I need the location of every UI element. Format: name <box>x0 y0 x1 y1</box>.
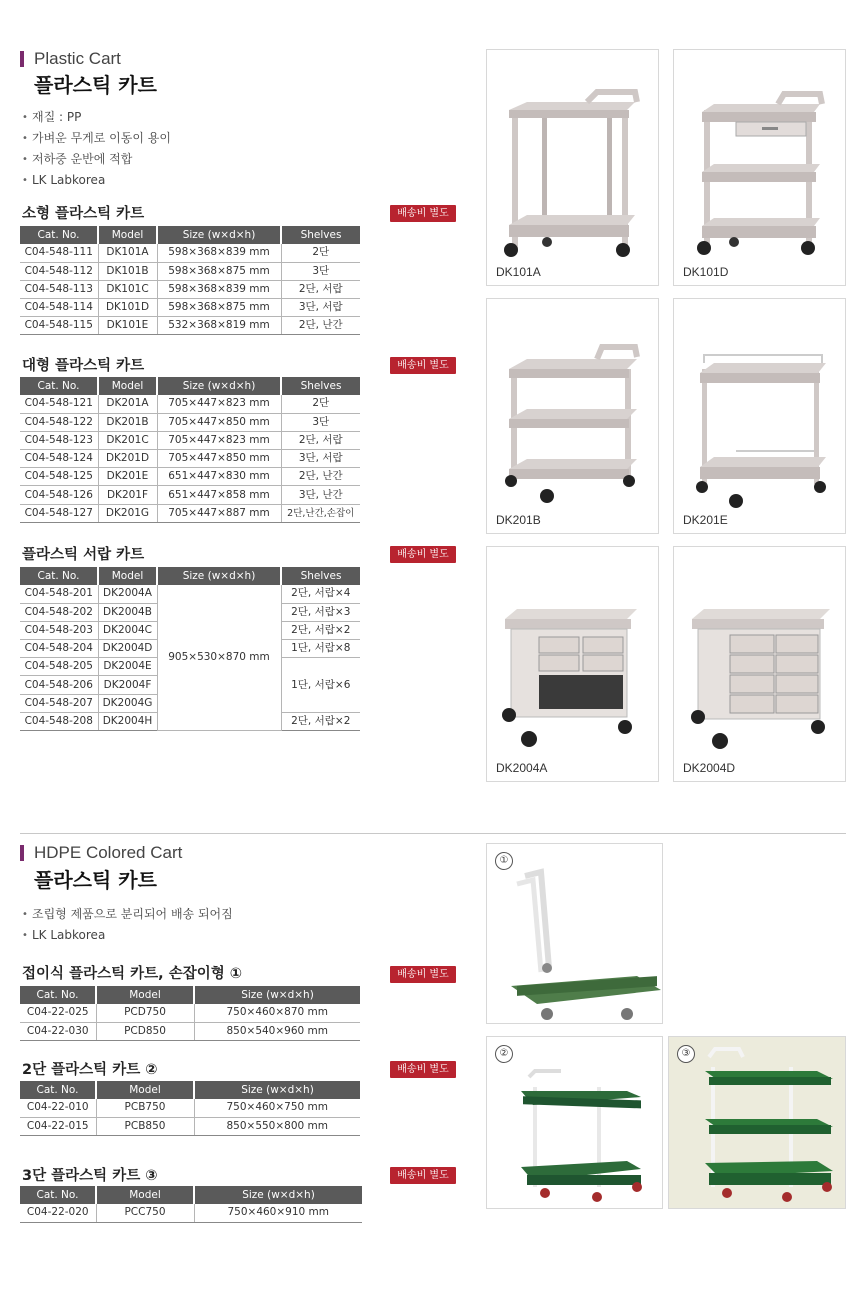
cell-size: 850×540×960 mm <box>194 1022 360 1040</box>
drawer-cart-title: 플라스틱 서랍 카트 <box>22 547 145 563</box>
product-photo-dk101d <box>673 49 846 286</box>
cell-model: DK2004F <box>98 676 157 694</box>
cell-cat: C04-548-127 <box>20 504 98 522</box>
cell-model: DK101A <box>98 244 157 262</box>
drawer-cart-icon <box>487 547 659 782</box>
photo-caption: DK201E <box>683 513 728 527</box>
bullet-item: • 가벼운 무게로 이동이 용이 <box>22 128 171 149</box>
cell-model: PCB850 <box>96 1117 194 1135</box>
cell-model: DK201A <box>98 395 157 413</box>
table-row <box>20 395 360 413</box>
cell-cat: C04-22-025 <box>20 1004 96 1022</box>
cell-size: 651×447×858 mm <box>157 486 281 504</box>
cell-cat: C04-548-114 <box>20 299 98 317</box>
cart-3-shelf-icon <box>487 299 659 534</box>
header-shelves: Shelves <box>281 567 360 585</box>
product-photo-dk201b <box>486 298 659 534</box>
shipping-badge: 배송비 별도 <box>390 1061 456 1078</box>
cell-model: DK201C <box>98 431 157 449</box>
table-row <box>20 317 360 335</box>
cell-cat: C04-22-010 <box>20 1099 96 1117</box>
cell-shelves: 2단,난간,손잡이 <box>281 504 360 522</box>
table-row <box>20 486 360 504</box>
cell-model: PCB750 <box>96 1099 194 1117</box>
three-tier-cart-table <box>20 1186 362 1223</box>
header-size: Size (w×d×h) <box>157 377 281 395</box>
table-header-row <box>20 377 360 395</box>
header-shelves: Shelves <box>281 377 360 395</box>
cell-shelves: 2단, 난간 <box>281 468 360 486</box>
header-size: Size (w×d×h) <box>194 1081 360 1099</box>
cell-cat: C04-548-207 <box>20 694 98 712</box>
header-model: Model <box>98 226 157 244</box>
section1-title-ko: 플라스틱 카트 <box>34 73 157 97</box>
section1-title-en: Plastic Cart <box>20 49 121 69</box>
bullet-item: • LK Labkorea <box>22 170 171 191</box>
table-row <box>20 1117 360 1135</box>
cell-cat: C04-548-206 <box>20 676 98 694</box>
cell-cat: C04-22-020 <box>20 1204 96 1222</box>
header-model: Model <box>98 567 157 585</box>
cell-cat: C04-548-121 <box>20 395 98 413</box>
header-cat-no: Cat. No. <box>20 986 96 1004</box>
header-model: Model <box>96 986 194 1004</box>
cell-model: PCC750 <box>96 1204 194 1222</box>
cell-model: DK201E <box>98 468 157 486</box>
shipping-badge: 배송비 별도 <box>390 1167 456 1184</box>
photo-caption: DK101D <box>683 265 729 279</box>
header-model: Model <box>96 1081 194 1099</box>
header-model: Model <box>96 1186 194 1204</box>
two-tier-green-cart-icon <box>487 1037 663 1209</box>
header-size: Size (w×d×h) <box>194 986 360 1004</box>
cell-cat: C04-22-015 <box>20 1117 96 1135</box>
cell-size: 750×460×870 mm <box>194 1004 360 1022</box>
cell-size: 598×368×875 mm <box>157 299 281 317</box>
two-tier-cart-table <box>20 1081 360 1136</box>
header-size: Size (w×d×h) <box>157 226 281 244</box>
cell-model: DK101E <box>98 317 157 335</box>
shipping-badge: 배송비 별도 <box>390 546 456 563</box>
cell-size: 750×460×910 mm <box>194 1204 362 1222</box>
shipping-badge: 배송비 별도 <box>390 357 456 374</box>
cell-shelves: 3단, 난간 <box>281 486 360 504</box>
section-divider <box>20 833 846 834</box>
cell-shelves: 3단, 서랍 <box>281 450 360 468</box>
cell-model: DK201F <box>98 486 157 504</box>
cell-cat: C04-548-208 <box>20 712 98 730</box>
cell-cat: C04-548-204 <box>20 640 98 658</box>
photo-caption: DK201B <box>496 513 541 527</box>
drawer-cart-table <box>20 567 360 731</box>
cell-size: 705×447×887 mm <box>157 504 281 522</box>
cell-cat: C04-548-113 <box>20 280 98 298</box>
cell-cat: C04-548-205 <box>20 658 98 676</box>
cell-cat: C04-548-201 <box>20 585 98 603</box>
cell-cat: C04-548-124 <box>20 450 98 468</box>
cell-model: DK201B <box>98 413 157 431</box>
drawer-cart-icon <box>674 547 846 782</box>
cell-cat: C04-548-122 <box>20 413 98 431</box>
cell-cat: C04-22-030 <box>20 1022 96 1040</box>
header-size: Size (w×d×h) <box>194 1186 362 1204</box>
cell-model: DK201D <box>98 450 157 468</box>
table-row <box>20 585 360 603</box>
bullet-item: • 재질 : PP <box>22 107 171 128</box>
table-row <box>20 413 360 431</box>
cell-cat: C04-548-123 <box>20 431 98 449</box>
cart-3-shelf-drawer-icon <box>674 50 846 286</box>
cell-cat: C04-548-111 <box>20 244 98 262</box>
header-cat-no: Cat. No. <box>20 226 98 244</box>
table-header-row <box>20 1186 362 1204</box>
table-row <box>20 504 360 522</box>
cell-size: 598×368×875 mm <box>157 262 281 280</box>
cell-cat: C04-548-126 <box>20 486 98 504</box>
table-row <box>20 468 360 486</box>
cell-size: 705×447×823 mm <box>157 431 281 449</box>
shipping-badge: 배송비 별도 <box>390 966 456 983</box>
table-row <box>20 244 360 262</box>
cell-shelves: 2단, 서랍 <box>281 431 360 449</box>
cell-model: DK2004H <box>98 712 157 730</box>
header-cat-no: Cat. No. <box>20 1186 96 1204</box>
table-row <box>20 299 360 317</box>
bullet-item: • 조립형 제품으로 분리되어 배송 되어짐 <box>22 904 233 925</box>
section2-bullet-list <box>22 904 233 946</box>
cell-shelves: 2단, 서랍×2 <box>281 712 360 730</box>
table-row <box>20 262 360 280</box>
two-tier-cart-title: 2단 플라스틱 카트 ② <box>22 1062 158 1078</box>
cell-size: 651×447×830 mm <box>157 468 281 486</box>
product-photo-dk201e <box>673 298 846 534</box>
product-photo-two-tier-cart <box>486 1036 663 1209</box>
cell-cat: C04-548-112 <box>20 262 98 280</box>
header-size: Size (w×d×h) <box>157 567 281 585</box>
folding-hand-truck-icon <box>487 844 663 1024</box>
cell-size: 532×368×819 mm <box>157 317 281 335</box>
header-shelves: Shelves <box>281 226 360 244</box>
table-header-row <box>20 986 360 1004</box>
cell-shelves: 2단 <box>281 395 360 413</box>
photo-caption: DK2004D <box>683 761 736 775</box>
cart-2-shelf-icon <box>487 50 659 286</box>
cell-size: 850×550×800 mm <box>194 1117 360 1135</box>
cell-model: DK2004D <box>98 640 157 658</box>
cell-size: 705×447×823 mm <box>157 395 281 413</box>
photo-caption: DK2004A <box>496 761 548 775</box>
table-row <box>20 1004 360 1022</box>
bullet-item: • LK Labkorea <box>22 925 233 946</box>
cell-cat: C04-548-125 <box>20 468 98 486</box>
table-row <box>20 431 360 449</box>
cell-cat: C04-548-202 <box>20 603 98 621</box>
cell-model: DK101B <box>98 262 157 280</box>
product-photo-dk101a <box>486 49 659 286</box>
section2-title-ko: 플라스틱 카트 <box>34 868 157 892</box>
cell-model: DK2004G <box>98 694 157 712</box>
cart-2-shelf-rail-icon <box>674 299 846 534</box>
large-cart-title: 대형 플라스틱 카트 <box>22 358 145 374</box>
shipping-badge: 배송비 별도 <box>390 205 456 222</box>
table-row <box>20 280 360 298</box>
header-cat-no: Cat. No. <box>20 377 98 395</box>
cell-model: DK2004B <box>98 603 157 621</box>
cell-cat: C04-548-115 <box>20 317 98 335</box>
three-tier-green-cart-icon <box>669 1037 846 1209</box>
cell-size: 750×460×750 mm <box>194 1099 360 1117</box>
cell-size: 905×530×870 mm <box>157 585 281 731</box>
cell-model: DK2004A <box>98 585 157 603</box>
bullet-item: • 저하중 운반에 적합 <box>22 149 171 170</box>
cell-size: 705×447×850 mm <box>157 413 281 431</box>
cell-shelves: 2단, 서랍×3 <box>281 603 360 621</box>
photo-number-badge: ① <box>495 852 513 870</box>
cell-shelves: 1단, 서랍×8 <box>281 640 360 658</box>
small-cart-title: 소형 플라스틱 카트 <box>22 206 145 222</box>
photo-caption: DK101A <box>496 265 541 279</box>
small-cart-table <box>20 226 360 335</box>
folding-cart-table <box>20 986 360 1041</box>
header-model: Model <box>98 377 157 395</box>
cell-model: PCD750 <box>96 1004 194 1022</box>
table-row <box>20 450 360 468</box>
cell-shelves: 2단, 서랍 <box>281 280 360 298</box>
header-cat-no: Cat. No. <box>20 1081 96 1099</box>
cell-size: 598×368×839 mm <box>157 280 281 298</box>
cell-shelves: 3단, 서랍 <box>281 299 360 317</box>
cell-shelves: 2단, 서랍×4 <box>281 585 360 603</box>
section1-bullet-list <box>22 107 171 191</box>
cell-shelves: 2단 <box>281 244 360 262</box>
cell-shelves: 1단, 서랍×6 <box>281 658 360 713</box>
photo-number-badge: ③ <box>677 1045 695 1063</box>
cell-shelves: 3단 <box>281 413 360 431</box>
product-photo-dk2004d <box>673 546 846 782</box>
product-photo-folding-cart <box>486 843 663 1024</box>
cell-model: DK201G <box>98 504 157 522</box>
table-row <box>20 1204 362 1222</box>
cell-model: DK101D <box>98 299 157 317</box>
cell-cat: C04-548-203 <box>20 621 98 639</box>
cell-model: PCD850 <box>96 1022 194 1040</box>
cell-size: 598×368×839 mm <box>157 244 281 262</box>
section2-title-en: HDPE Colored Cart <box>20 843 182 863</box>
table-header-row <box>20 226 360 244</box>
cell-model: DK101C <box>98 280 157 298</box>
table-row <box>20 1099 360 1117</box>
cell-model: DK2004C <box>98 621 157 639</box>
folding-cart-title: 접이식 플라스틱 카트, 손잡이형 ① <box>22 966 243 982</box>
large-cart-table <box>20 377 360 523</box>
cell-model: DK2004E <box>98 658 157 676</box>
table-row <box>20 1022 360 1040</box>
cell-size: 705×447×850 mm <box>157 450 281 468</box>
cell-shelves: 3단 <box>281 262 360 280</box>
table-header-row <box>20 1081 360 1099</box>
product-photo-dk2004a <box>486 546 659 782</box>
photo-number-badge: ② <box>495 1045 513 1063</box>
three-tier-cart-title: 3단 플라스틱 카트 ③ <box>22 1168 158 1184</box>
cell-shelves: 2단, 서랍×2 <box>281 621 360 639</box>
table-header-row <box>20 567 360 585</box>
product-photo-three-tier-cart <box>668 1036 846 1209</box>
header-cat-no: Cat. No. <box>20 567 98 585</box>
cell-shelves: 2단, 난간 <box>281 317 360 335</box>
